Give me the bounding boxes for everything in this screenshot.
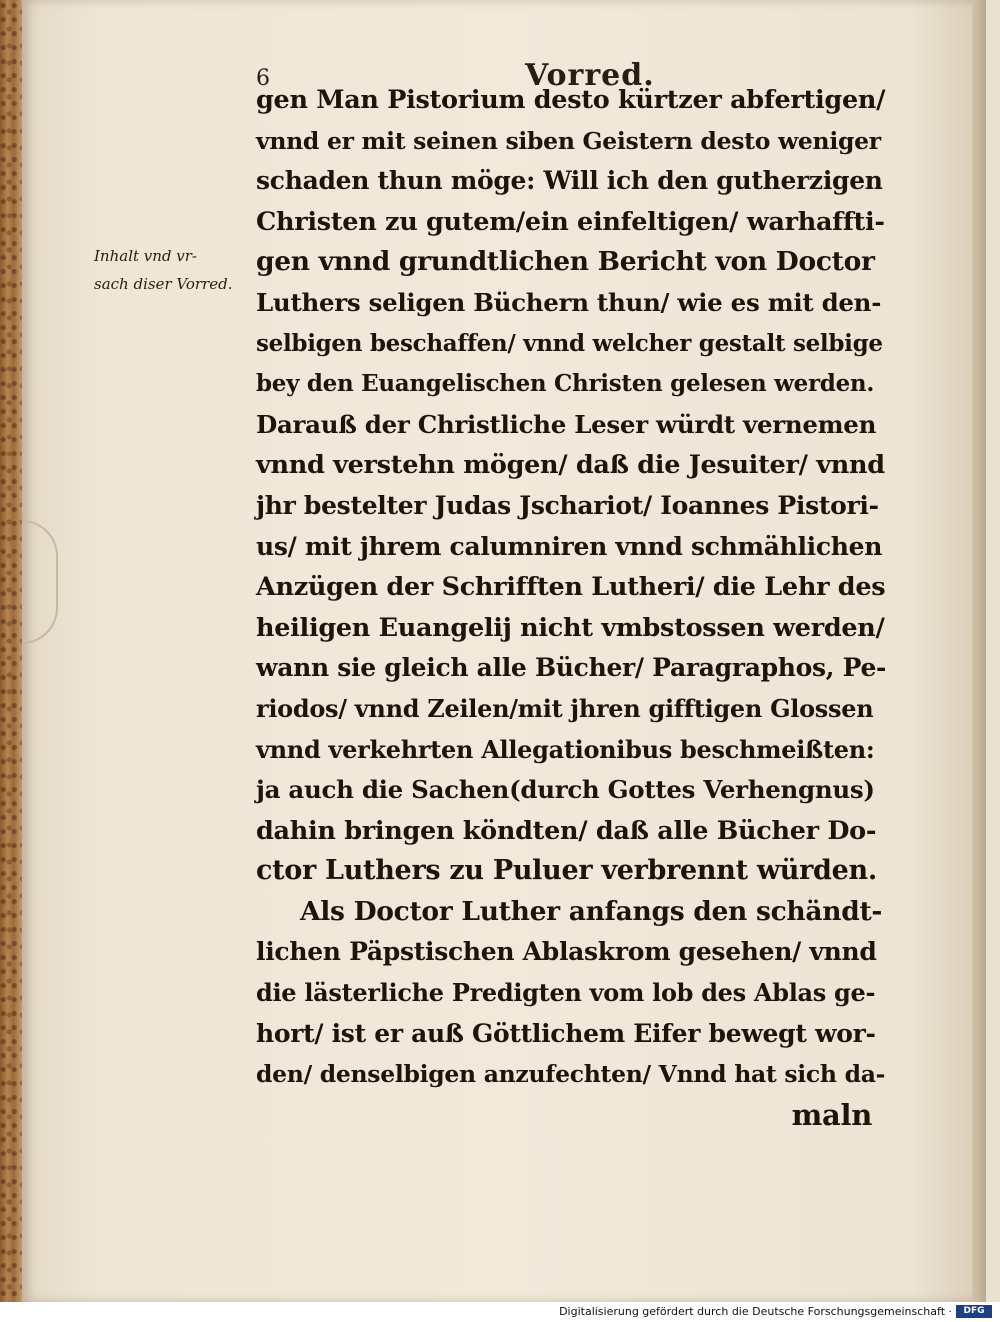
dfg-logo: DFG bbox=[956, 1305, 992, 1318]
binding-texture bbox=[0, 0, 22, 1302]
running-head bbox=[0, 28, 1000, 93]
text-line: vnnd verstehn mögen/ daß die Jesuiter/ vnnd bbox=[256, 450, 885, 481]
text-line: Christen zu gutem/ein einfeltigen/ warhaffti- bbox=[256, 206, 885, 237]
text-line: Als Doctor Luther anfangs den schändt- bbox=[300, 895, 883, 927]
text-line: den/ denselbigen anzufechten/ Vnnd hat sich da- bbox=[256, 1060, 886, 1089]
text-line: jhr bestelter Judas Jschariot/ Ioannes Pistori- bbox=[256, 490, 879, 520]
text-line: ja auch die Sachen(durch Gottes Verhengnus) bbox=[256, 775, 875, 805]
catchword: maln bbox=[791, 1097, 872, 1132]
text-line: ctor Luthers zu Puluer verbrennt würden. bbox=[256, 855, 877, 887]
margin-note bbox=[94, 242, 254, 298]
text-line: gen vnnd grundtlichen Bericht von Doctor bbox=[256, 246, 875, 278]
running-head-title: Vorred. bbox=[525, 58, 655, 93]
text-line: gen Man Pistorium desto kürtzer abfertigen/ bbox=[256, 85, 886, 115]
text-line: selbigen beschaffen/ vnnd welcher gestalt selbige bbox=[256, 329, 883, 357]
text-line: heiligen Euangelij nicht vmbstossen werden/ bbox=[256, 612, 885, 643]
text-line: die lästerliche Predigten vom lob des Ablas ge- bbox=[256, 978, 876, 1008]
page-edge bbox=[972, 0, 986, 1302]
footer bbox=[0, 1302, 1000, 1322]
body-text bbox=[256, 80, 886, 1135]
text-line: riodos/ vnnd Zeilen/mit jhren gifftigen Glossen bbox=[256, 693, 874, 723]
text-line: wann sie gleich alle Bücher/ Paragraphos, Pe- bbox=[256, 653, 887, 683]
text-line: Luthers seligen Büchern thun/ wie es mit den- bbox=[256, 287, 882, 317]
text-line: vnnd verkehrten Allegationibus beschmeißten: bbox=[256, 734, 875, 764]
paper-fold-mark bbox=[22, 520, 58, 644]
text-line: Anzügen der Schrifften Lutheri/ die Lehr des bbox=[256, 572, 886, 603]
text-line: schaden thun möge: Will ich den gutherzigen bbox=[256, 166, 883, 196]
page-number: 6 bbox=[256, 66, 270, 91]
text-line: dahin bringen köndten/ daß alle Bücher Do- bbox=[256, 815, 877, 846]
text-line: us/ mit jhrem calumniren vnnd schmählichen bbox=[256, 531, 883, 561]
margin-note-line: sach diser Vorred. bbox=[94, 275, 233, 293]
text-line: vnnd er mit seinen siben Geistern desto weniger bbox=[256, 126, 881, 155]
text-line: lichen Päpstischen Ablaskrom gesehen/ vnnd bbox=[256, 937, 877, 967]
margin-note-line: Inhalt vnd vr- bbox=[94, 247, 198, 265]
funding-credit: Digitalisierung gefördert durch die Deutsche Forschungsgemeinschaft · bbox=[559, 1305, 952, 1318]
text-line: Darauß der Christliche Leser würdt vernemen bbox=[256, 409, 877, 439]
text-line: hort/ ist er auß Göttlichem Eifer bewegt wor- bbox=[256, 1018, 876, 1048]
text-line: bey den Euangelischen Christen gelesen werden. bbox=[256, 370, 875, 398]
